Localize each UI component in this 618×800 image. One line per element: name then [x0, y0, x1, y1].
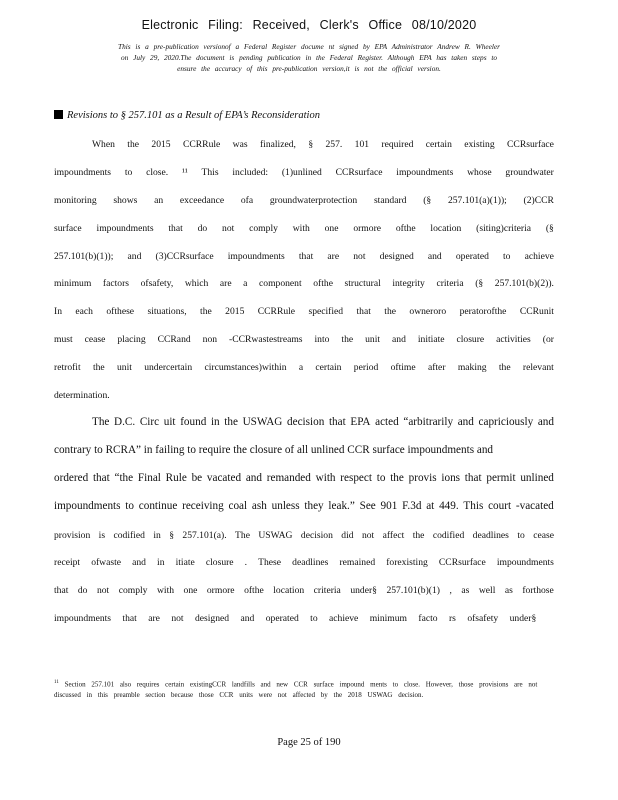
- text-line: ordered that “the Final Rule be vacated and remanded with respect to the provis ions that permit unlined: [54, 472, 554, 484]
- text-line: monitoring shows an exceedance ofa groundwaterprotection standard (§ 257.101(a)(1)); (2)CCR: [54, 195, 554, 206]
- footnote: [54, 677, 558, 701]
- text-line: receipt ofwaste and in itiate closure . These deadlines remained forexisting CCRsurface impoundments: [54, 557, 554, 568]
- text-line: determination.: [54, 390, 110, 401]
- footnote-text: Section 257.101 also requires certain existingCCR landfills and new CCR surface impound ments to close. However, those provisions are not discussed in this preamble section because those CCR units were not affected by the 2018 USWAG decision.: [54, 680, 538, 700]
- text-line: surface impoundments that do not comply with one ormore ofthe location (siting)criteria (§: [54, 223, 554, 234]
- bullet-square-icon: [54, 110, 63, 119]
- text-line: contrary to RCRA” in failing to require the closure of all unlined CCR surface impoundments and: [54, 444, 494, 456]
- disclaimer-line: ensure the accuracy of this pre-publication version,it is not the official version.: [177, 64, 441, 73]
- text-line: that do not comply with one ormore ofthe location criteria under§ 257.101(b)(1) , as well as forthose: [54, 585, 554, 596]
- disclaimer-line: on July 29, 2020.The document is pending publication in the Federal Register. Although EPA has taken steps to: [120, 53, 498, 62]
- disclaimer-line: This is a pre-publication versionof a Federal Register docume nt signed by EPA Administrator Andrew R. Wheeler: [118, 42, 500, 51]
- page-number: Page 25 of 190: [277, 737, 341, 748]
- prepublication-disclaimer: [70, 41, 548, 74]
- text-line: The D.C. Circ uit found in the USWAG decision that EPA acted “arbitrarily and capriciously and: [92, 416, 554, 428]
- text-line: In each ofthese situations, the 2015 CCRRule specified that the owneroro peratorofthe CCRunit: [54, 306, 554, 317]
- text-line: retrofit the unit undercertain circumstances)within a certain period oftime after making the relevant: [54, 362, 554, 373]
- text-line: minimum factors ofsafety, which are a component ofthe structural integrity criteria (§ 257.101(b)(2)).: [54, 278, 554, 289]
- footnote-marker: 11: [54, 680, 59, 685]
- text-line: When the 2015 CCRRule was finalized, § 257. 101 required certain existing CCRsurface: [92, 139, 554, 150]
- section-heading: [54, 110, 320, 121]
- section-heading-text: Revisions to § 257.101 as a Result of EPA’s Reconsideration: [67, 110, 320, 121]
- text-line: impoundments that are not designed and operated to achieve minimum facto rs ofsafety under§: [54, 613, 537, 624]
- text-line: impoundments to close. ¹¹ This included: (1)unlined CCRsurface impoundments whose groundwater: [54, 167, 554, 178]
- text-line: impoundments to continue receiving coal ash unless they leak.” See 901 F.3d at 449. This court -vacated: [54, 500, 554, 512]
- text-line: must cease placing CCRand non -CCRwastestreams into the unit and initiate closure activities (or: [54, 334, 554, 345]
- text-line: 257.101(b)(1)); and (3)CCRsurface impoundments that are not designed and operated to achieve: [54, 251, 554, 262]
- filing-header: Electronic Filing: Received, Clerk's Office 08/10/2020: [141, 18, 477, 32]
- text-line: provision is codified in § 257.101(a). The USWAG decision did not affect the codified deadlines to cease: [54, 530, 554, 541]
